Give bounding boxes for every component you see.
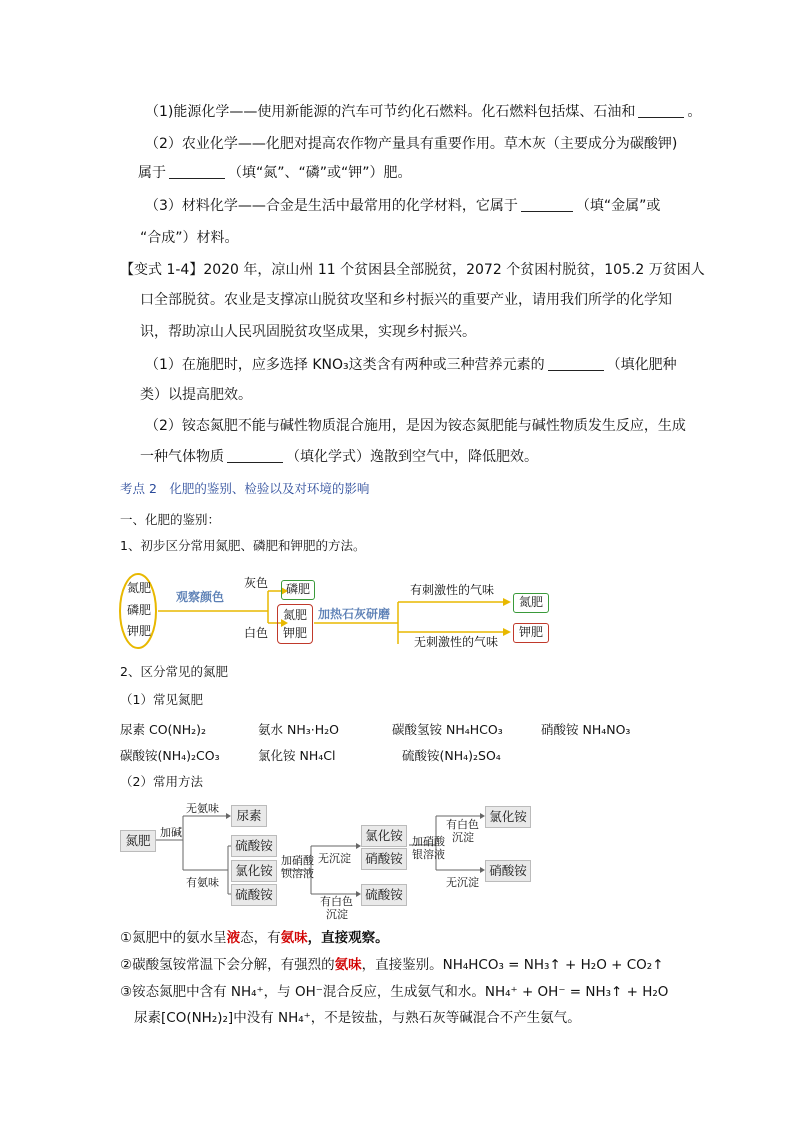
left-fert-2: 磷肥 (126, 603, 151, 617)
q1-line3-text: 属于 (138, 165, 166, 181)
add-base-label: 加碱 (160, 826, 182, 839)
result-nitrogen-box: 氮肥 (513, 593, 549, 613)
left-fert-3: 钾肥 (126, 624, 151, 638)
white-label: 白色 (244, 626, 269, 640)
note-2-c: ，直接鉴别。NH₄HCO₃ = NH₃↑ + H₂O + CO₂↑ (361, 957, 664, 973)
ag-nitrate-label-1: 加硝酸 (412, 835, 445, 848)
q2-line7-end: （填化学式）逸散到空气中，降低肥效。 (286, 449, 538, 465)
start-nitrogen-box: 氮肥 (120, 830, 156, 852)
fert-5: 碳酸铵(NH₄)₂CO₃ (120, 748, 220, 763)
note-2 (120, 955, 664, 975)
q1-line4 (145, 196, 660, 216)
q2-line7 (140, 447, 538, 467)
no-precip-label: 无沉淀 (318, 852, 351, 865)
final-ammcl-box: 氯化铵 (485, 806, 531, 828)
answer-blank[interactable] (548, 356, 604, 371)
white-precip2-label-2: 沉淀 (452, 831, 474, 844)
answer-blank[interactable] (638, 103, 684, 118)
q1-line4-text: （3）材料化学——合金是生活中最常用的化学材料，它属于 (145, 198, 518, 214)
no-precip2-label: 无沉淀 (446, 876, 479, 889)
urea-box: 尿素 (231, 805, 267, 827)
q1-line1 (145, 102, 701, 122)
fert-7: 硫酸铵(NH₄)₂SO₄ (402, 748, 501, 763)
diagram-color-method (118, 570, 558, 652)
q2-line1: 【变式 1-4】2020 年，凉山州 11 个贫困县全部脱贫，2072 个贫困村脱贫，105.2 万贫困人 (120, 262, 705, 278)
white-precip-label-1: 有白色 (320, 895, 353, 908)
note-1-liquid: 液 (226, 930, 241, 946)
fert-4: 硝酸铵 NH₄NO₃ (541, 722, 631, 737)
heat-lime-label: 加热石灰研磨 (318, 607, 391, 621)
pungent-label: 有刺激性的气味 (410, 583, 495, 597)
ammsulf-box-2: 硫酸铵 (231, 884, 277, 906)
ammsulf-box-1: 硫酸铵 (231, 835, 277, 857)
result-sulf-box: 硫酸铵 (361, 884, 407, 906)
nk-group-box (277, 604, 313, 644)
heading-nitrogen: 2、区分常见的氮肥 (120, 664, 228, 679)
ag-nitrate-label-2: 银溶液 (412, 848, 445, 861)
ba-nitrate-label-1: 加硝酸 (281, 854, 314, 867)
heading-methods: （2）常用方法 (120, 774, 203, 789)
q1-line1-end: 。 (687, 104, 702, 120)
white-precip-label-2: 沉淀 (326, 908, 348, 921)
fert-6: 氯化铵 NH₄Cl (258, 748, 336, 763)
ammcl-box-2: 氯化铵 (361, 825, 407, 847)
heading-identify: 一、化肥的鉴别： (120, 512, 221, 527)
q1-line4-end: （填“金属”或 (575, 198, 661, 214)
note-3: ③铵态氮肥中含有 NH₄⁺，与 OH⁻混合反应，生成氨气和水。NH₄⁺ + OH⁻ = NH₃↑ + H₂O (120, 984, 669, 1000)
note-1-e: ，直接观察。 (307, 930, 389, 946)
ammonia-label: 有氨味 (186, 876, 219, 889)
gray-label: 灰色 (244, 576, 269, 590)
diagram-nitrogen-id (118, 798, 538, 922)
q2-line2: 口全部脱贫。农业是支撑凉山脱贫攻坚和乡村振兴的重要产业，请用我们所学的化学知 (140, 292, 672, 308)
final-ammnit-box: 硝酸铵 (485, 860, 531, 882)
mid-potassium: 钾肥 (282, 626, 307, 640)
kaodian-heading: 考点 2 化肥的鉴别、检验以及对环境的影响 (120, 481, 370, 496)
white-precip2-label-1: 有白色 (446, 818, 479, 831)
q2-line7-text: 一种气体物质 (140, 449, 224, 465)
arrow-head (503, 598, 511, 606)
arrow-head (503, 628, 511, 636)
q1-line1-text: （1)能源化学——使用新能源的汽车可节约化石燃料。化石燃料包括煤、石油和 (145, 104, 636, 120)
note-1-a: ①氮肥中的氨水呈 (120, 930, 227, 946)
q1-line3-end: （填“氮”、“磷”或“钾”）肥。 (228, 165, 412, 181)
note-2-ammonia: 氨味 (334, 957, 362, 973)
no-pungent-label: 无刺激性的气味 (414, 635, 499, 649)
note-2-a: ②碳酸氢铵常温下会分解，有强烈的 (120, 957, 335, 973)
q2-line4-end: （填化肥种 (606, 357, 677, 373)
answer-blank[interactable] (521, 197, 573, 212)
q1-line2: （2）农业化学——化肥对提高农作物产量具有重要作用。草木灰（主要成分为碳酸钾) (145, 136, 678, 152)
q2-line6: （2）铵态氮肥不能与碱性物质混合施用，是因为铵态氮肥能与碱性物质发生反应，生成 (145, 418, 686, 434)
result-potassium-box: 钾肥 (513, 623, 549, 643)
note-1-ammonia: 氨味 (280, 930, 308, 946)
q1-line5: “合成”）材料。 (140, 230, 239, 246)
q2-line4-text: （1）在施肥时，应多选择 KNO₃这类含有两种或三种营养元素的 (145, 357, 545, 373)
observe-color-label: 观察颜色 (176, 590, 225, 604)
ba-nitrate-label-2: 钡溶液 (281, 867, 314, 880)
q2-line3: 识，帮助凉山人民巩固脱贫攻坚成果，实现乡村振兴。 (140, 324, 476, 340)
fert-1: 尿素 CO(NH₂)₂ (120, 722, 207, 737)
heading-common: （1）常见氮肥 (120, 692, 203, 707)
answer-blank[interactable] (169, 164, 225, 179)
q2-line5: 类）以提高肥效。 (140, 387, 252, 403)
left-fert-1: 氮肥 (126, 581, 151, 595)
answer-blank[interactable] (227, 448, 283, 463)
q2-line4 (145, 355, 677, 375)
note-4: 尿素[CO(NH₂)₂]中没有 NH₄⁺，不是铵盐，与熟石灰等碱混合不产生氨气。 (134, 1010, 581, 1026)
fert-3: 碳酸氢铵 NH₄HCO₃ (392, 722, 503, 737)
mid-nitrogen: 氮肥 (282, 608, 307, 622)
fert-2: 氨水 NH₃·H₂O (258, 722, 339, 737)
note-1 (120, 928, 389, 948)
note-1-c: 态，有 (240, 930, 281, 946)
heading-method: 1、初步区分常用氮肥、磷肥和钾肥的方法。 (120, 538, 366, 553)
no-ammonia-label: 无氨味 (186, 802, 219, 815)
phosphate-box: 磷肥 (281, 580, 315, 600)
ammnit-box: 硝酸铵 (361, 848, 407, 870)
ammcl-box: 氯化铵 (231, 860, 277, 882)
q1-line3 (138, 163, 412, 183)
